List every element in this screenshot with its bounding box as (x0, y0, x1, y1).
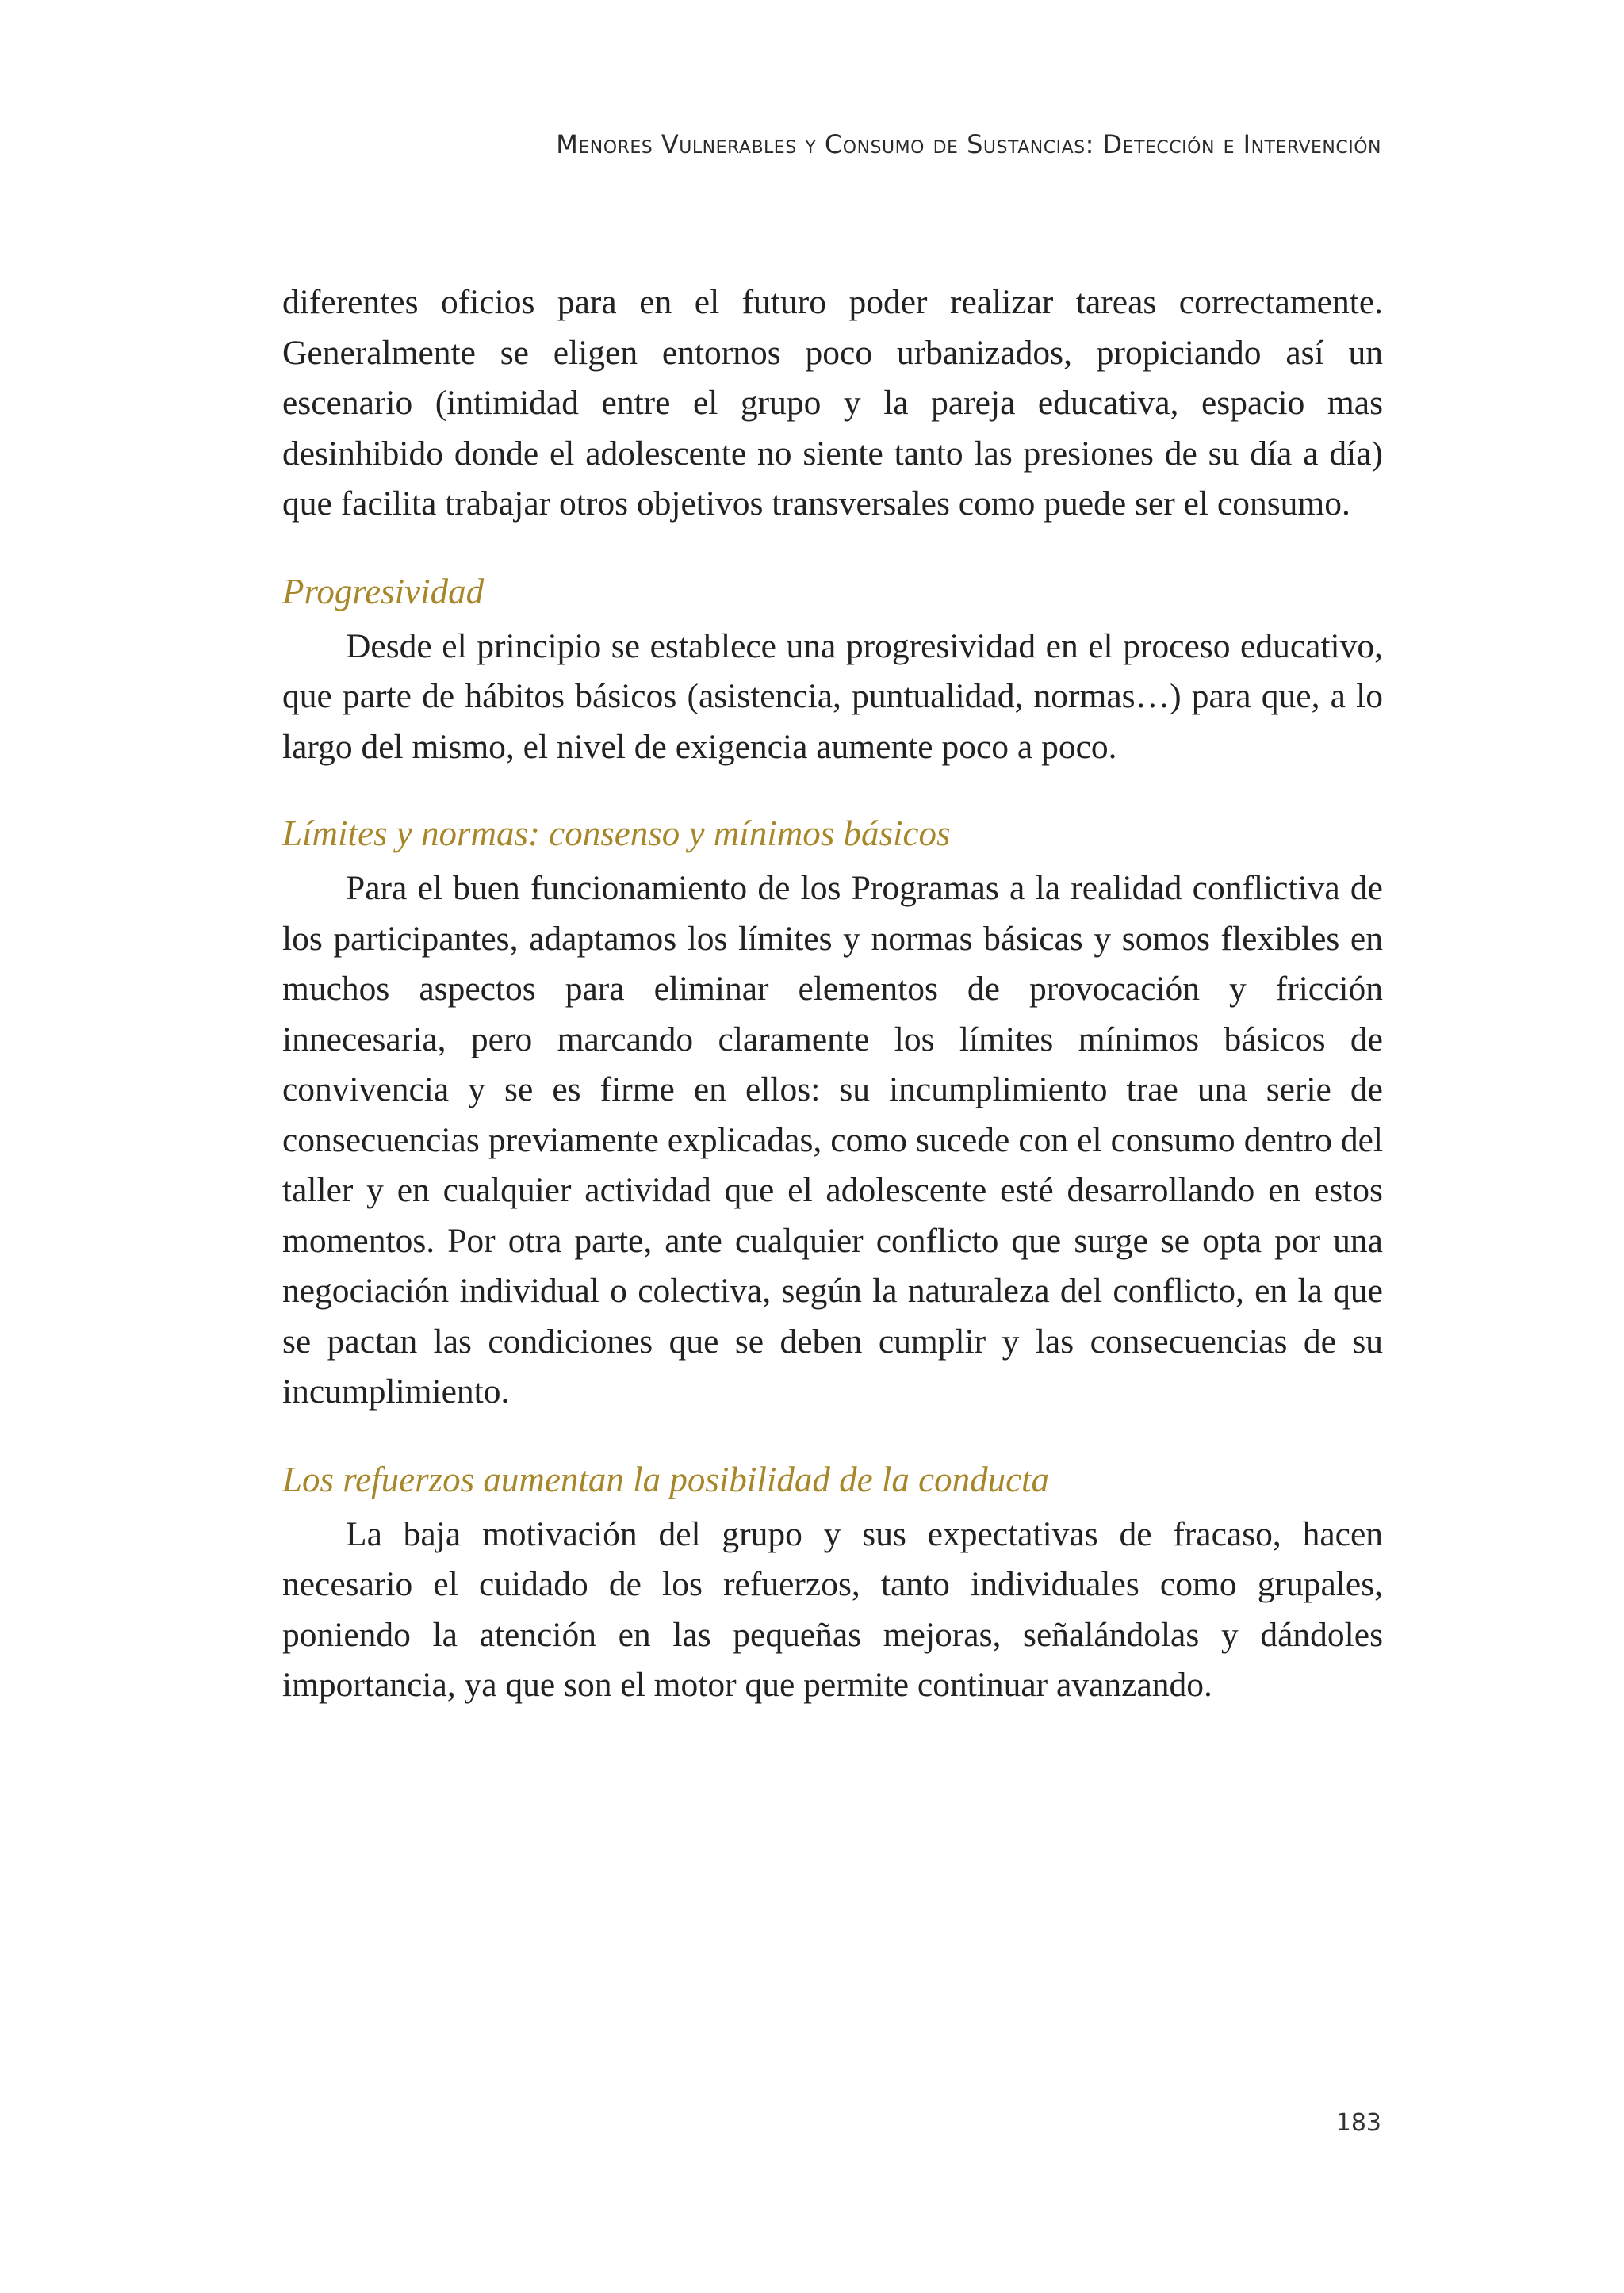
section-heading-limites-normas: Límites y normas: consenso y mínimos básicos (282, 813, 951, 853)
section-heading-progresividad: Progresividad (282, 571, 485, 611)
section-paragraph-refuerzos: La baja motivación del grupo y sus expectativas de fracaso, hacen necesario el cuidado de los refuerzos, tanto individuales como grupales, poniendo la atención en las pequeñas mejoras, señalándolas y dándoles importancia, ya que son el motor que permite continuar avanzando. (282, 1514, 1383, 1704)
intro-paragraph: diferentes oficios para en el futuro poder realizar tareas correctamente. Generalmente se eligen entornos poco urbanizados, propiciando así un escenario (intimidad entre el grupo y la pareja educativa, espacio mas desinhibido donde el adolescente no siente tanto las presiones de su día a día) que facilita trabajar otros objetivos transversales como puede ser el consumo. (282, 283, 1383, 523)
running-header: Menores Vulnerables y Consumo de Sustancias: Detección e Intervención (556, 129, 1381, 159)
section-paragraph-limites-normas: Para el buen funcionamiento de los Programas a la realidad conflictiva de los participantes, adaptamos los límites y normas básicas y somos flexibles en muchos aspectos para eliminar elementos de provocación y fricción innecesaria, pero marcando claramente los límites mínimos básicos de convivencia y se es firme en ellos: su incumplimiento trae una serie de consecuencias previamente explicadas, como sucede con el consumo dentro del taller y en cualquier actividad que el adolescente esté desarrollando en estos momentos. Por otra parte, ante cualquier conflicto que surge se opta por una negociación individual o colectiva, según la naturaleza del conflicto, en la que se pactan las condiciones que se deben cumplir y las consecuencias de su incumplimiento. (282, 869, 1383, 1411)
page-number: 183 (1335, 2109, 1381, 2137)
page-body (282, 278, 1383, 1711)
section-paragraph-progresividad: Desde el principio se establece una progresividad en el proceso educativo, que parte de hábitos básicos (asistencia, puntualidad, normas…) para que, a lo largo del mismo, el nivel de exigencia aumente poco a poco. (282, 626, 1383, 766)
section-heading-refuerzos: Los refuerzos aumentan la posibilidad de la conducta (282, 1459, 1050, 1499)
